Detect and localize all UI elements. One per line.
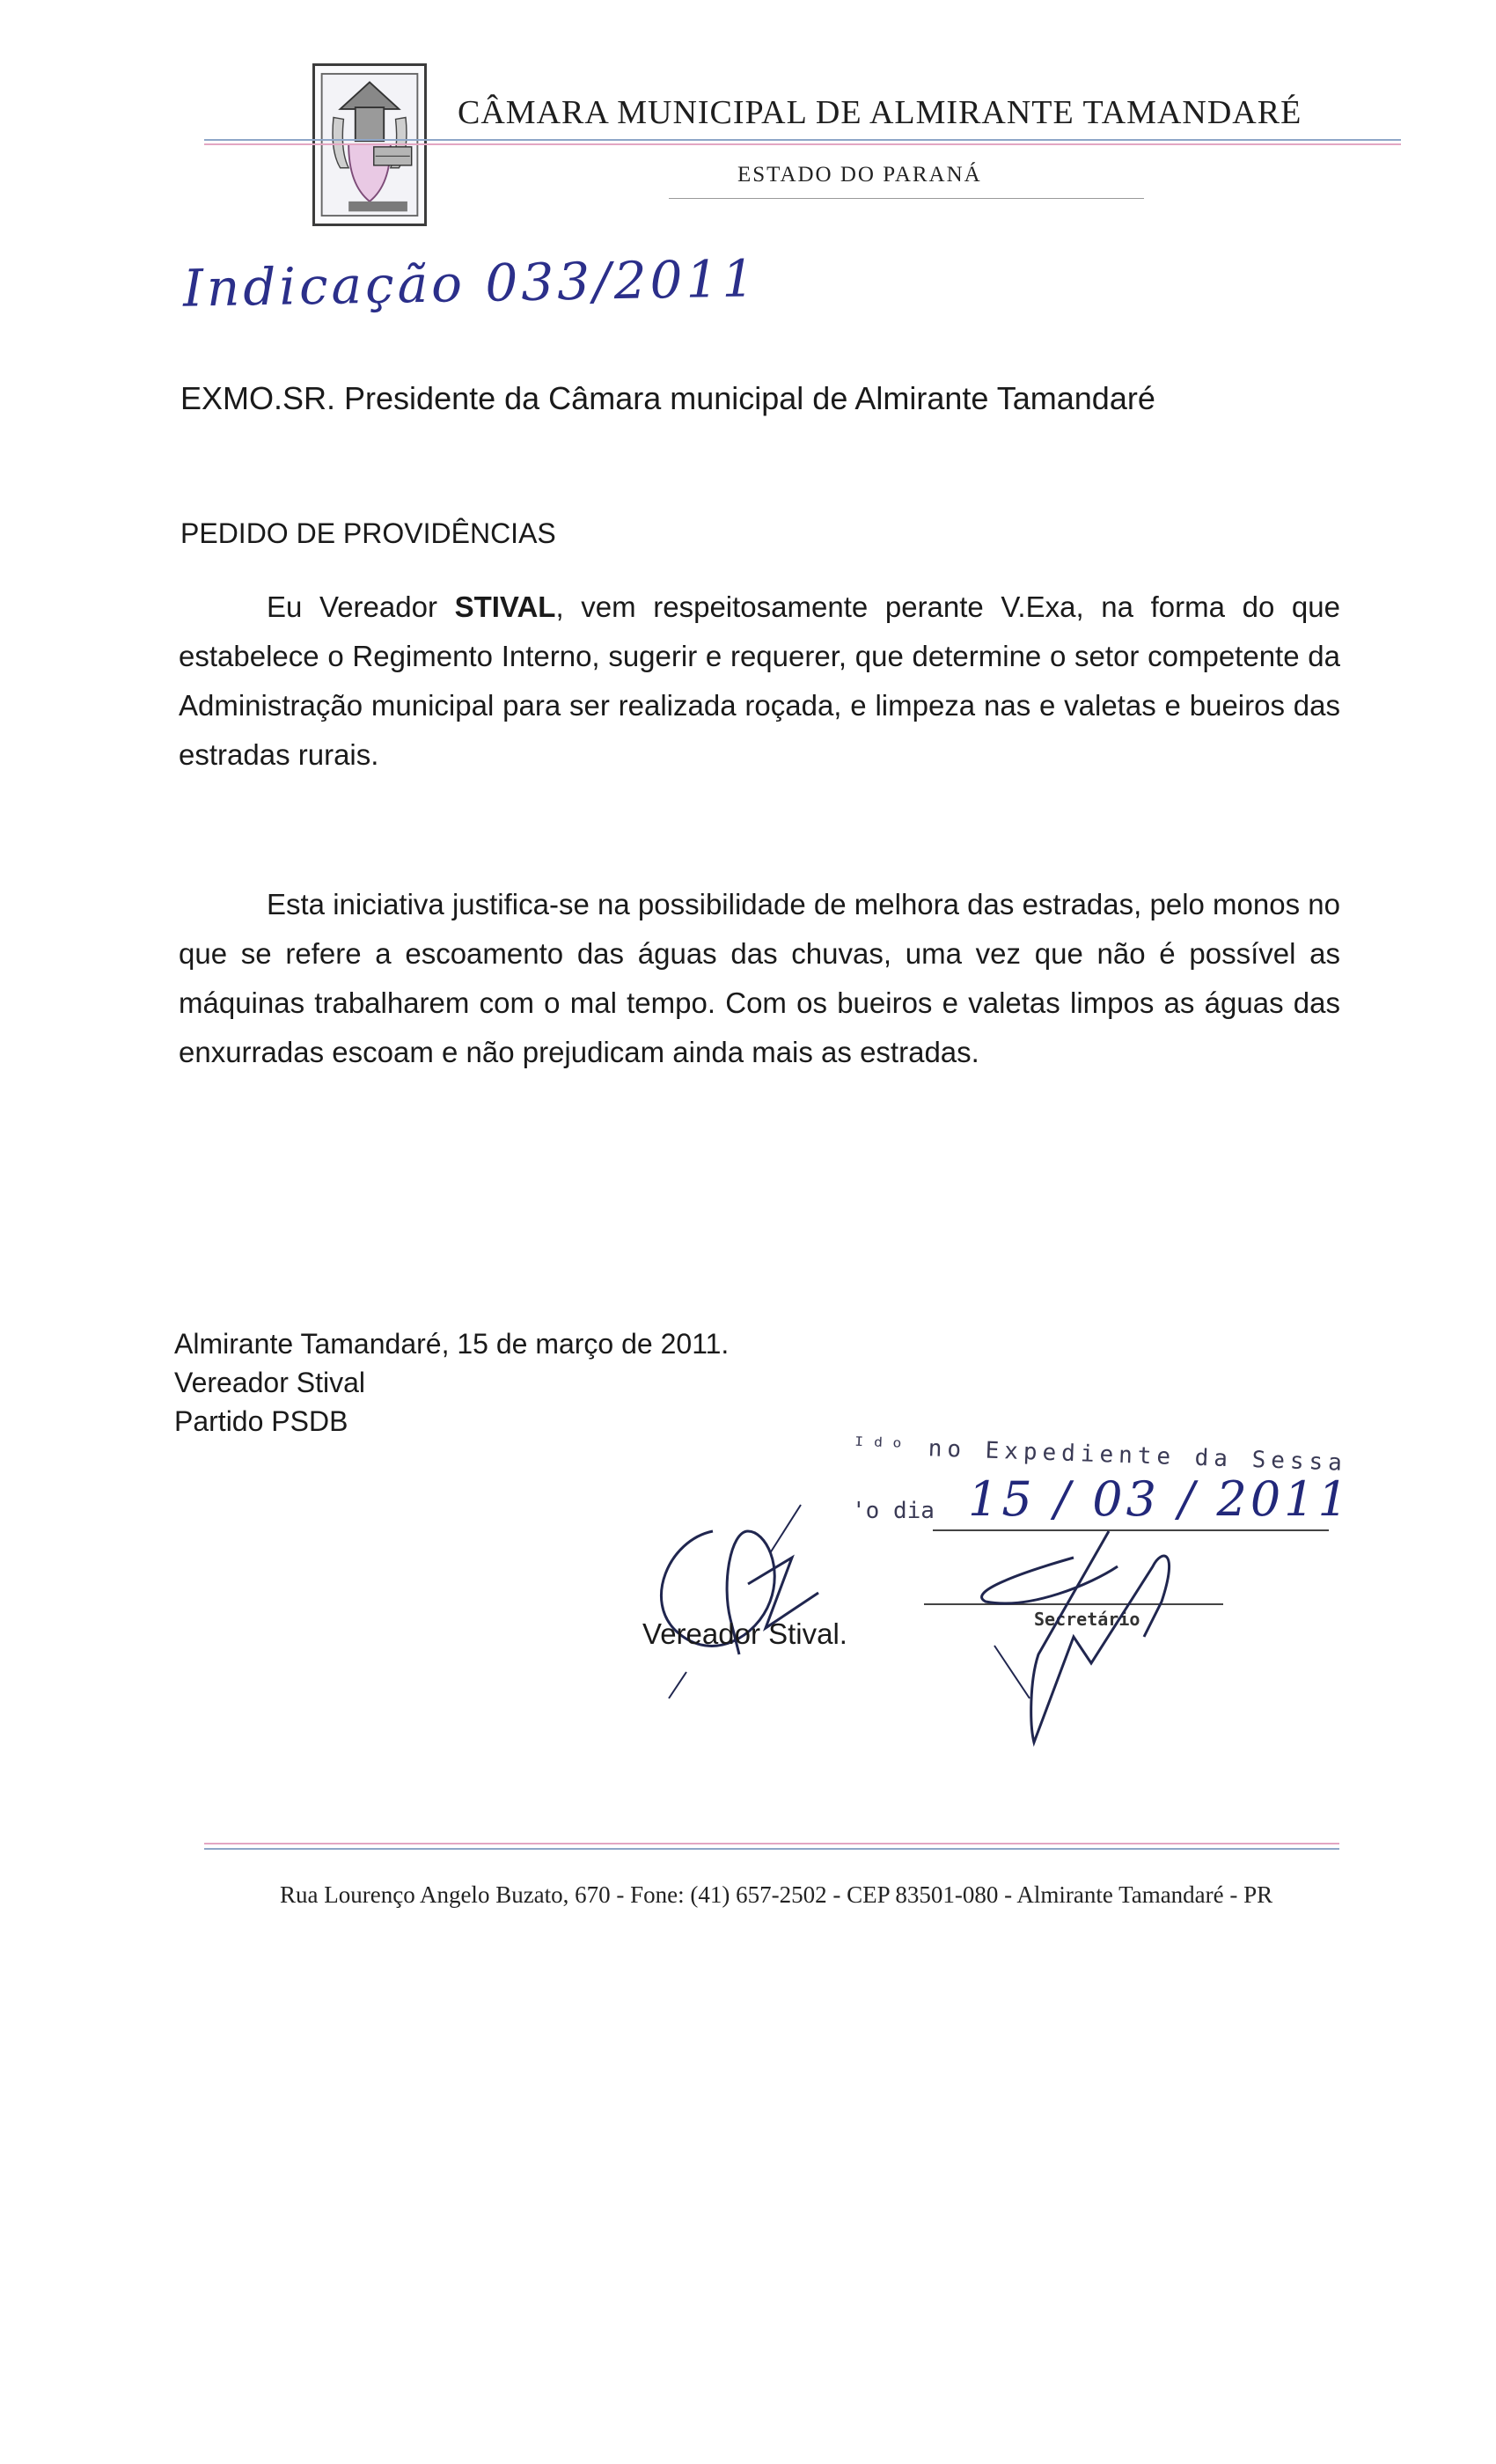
author-name: Vereador Stival	[174, 1367, 366, 1398]
subject-heading: PEDIDO DE PROVIDÊNCIAS	[180, 517, 556, 549]
place-and-date: Almirante Tamandaré, 15 de março de 2011.	[174, 1328, 730, 1360]
paragraph-request-text: , vem respeitosamente perante V.Exa, na forma do que estabelece o Regimento Interno, sugerir e requerer, que determine o setor competente da Administração municipal para ser realizada roçada, e limpeza nas e valetas e bueiros das estradas rurais.	[179, 590, 1340, 771]
closing-block	[174, 1324, 729, 1441]
party-name: Partido PSDB	[174, 1405, 348, 1437]
receipt-stamp-role: Secretário	[1034, 1609, 1140, 1630]
handwritten-reference-number: Indicação 033/2011	[182, 248, 759, 319]
signature-name: Vereador Stival.	[642, 1617, 847, 1650]
footer-divider-pink	[204, 1843, 1339, 1844]
header-bottom-divider	[669, 198, 1144, 199]
header-divider	[204, 139, 1401, 141]
receipt-stamp-title: ᴵᵈᵒ no Expediente da Sessa	[851, 1433, 1348, 1477]
justification-paragraph: Esta iniciativa justifica-se na possibilidade de melhora das estradas, pelo monos no que se refere a escoamento das águas das chuvas, uma vez que não é possível as máquinas trabalharem com o mal tempo. Com os bueiros e valetas limpos as águas das enxurradas escoam e não prejudicam ainda mais as estradas.	[179, 888, 1340, 1068]
footer-divider	[204, 1848, 1339, 1850]
footer-address: Rua Lourenço Angelo Buzato, 670 - Fone: (41) 657-2502 - CEP 83501-080 - Almirante Tamandaré - PR	[280, 1881, 1273, 1908]
org-state: ESTADO DO PARANÁ	[737, 163, 982, 187]
receipt-stamp-handwritten-date: 15 / 03 / 2011	[968, 1471, 1352, 1527]
addressee-line: EXMO.SR. Presidente da Câmara municipal de Almirante Tamandaré	[180, 380, 1155, 416]
councilor-name: STIVAL	[454, 590, 556, 623]
request-paragraph	[179, 583, 1340, 780]
header-divider-pink	[204, 143, 1401, 145]
paragraph-intro: Eu Vereador	[267, 590, 455, 623]
org-name: CÂMARA MUNICIPAL DE ALMIRANTE TAMANDARÉ	[458, 94, 1302, 131]
receipt-stamp-date-label: 'o dia	[852, 1498, 935, 1524]
